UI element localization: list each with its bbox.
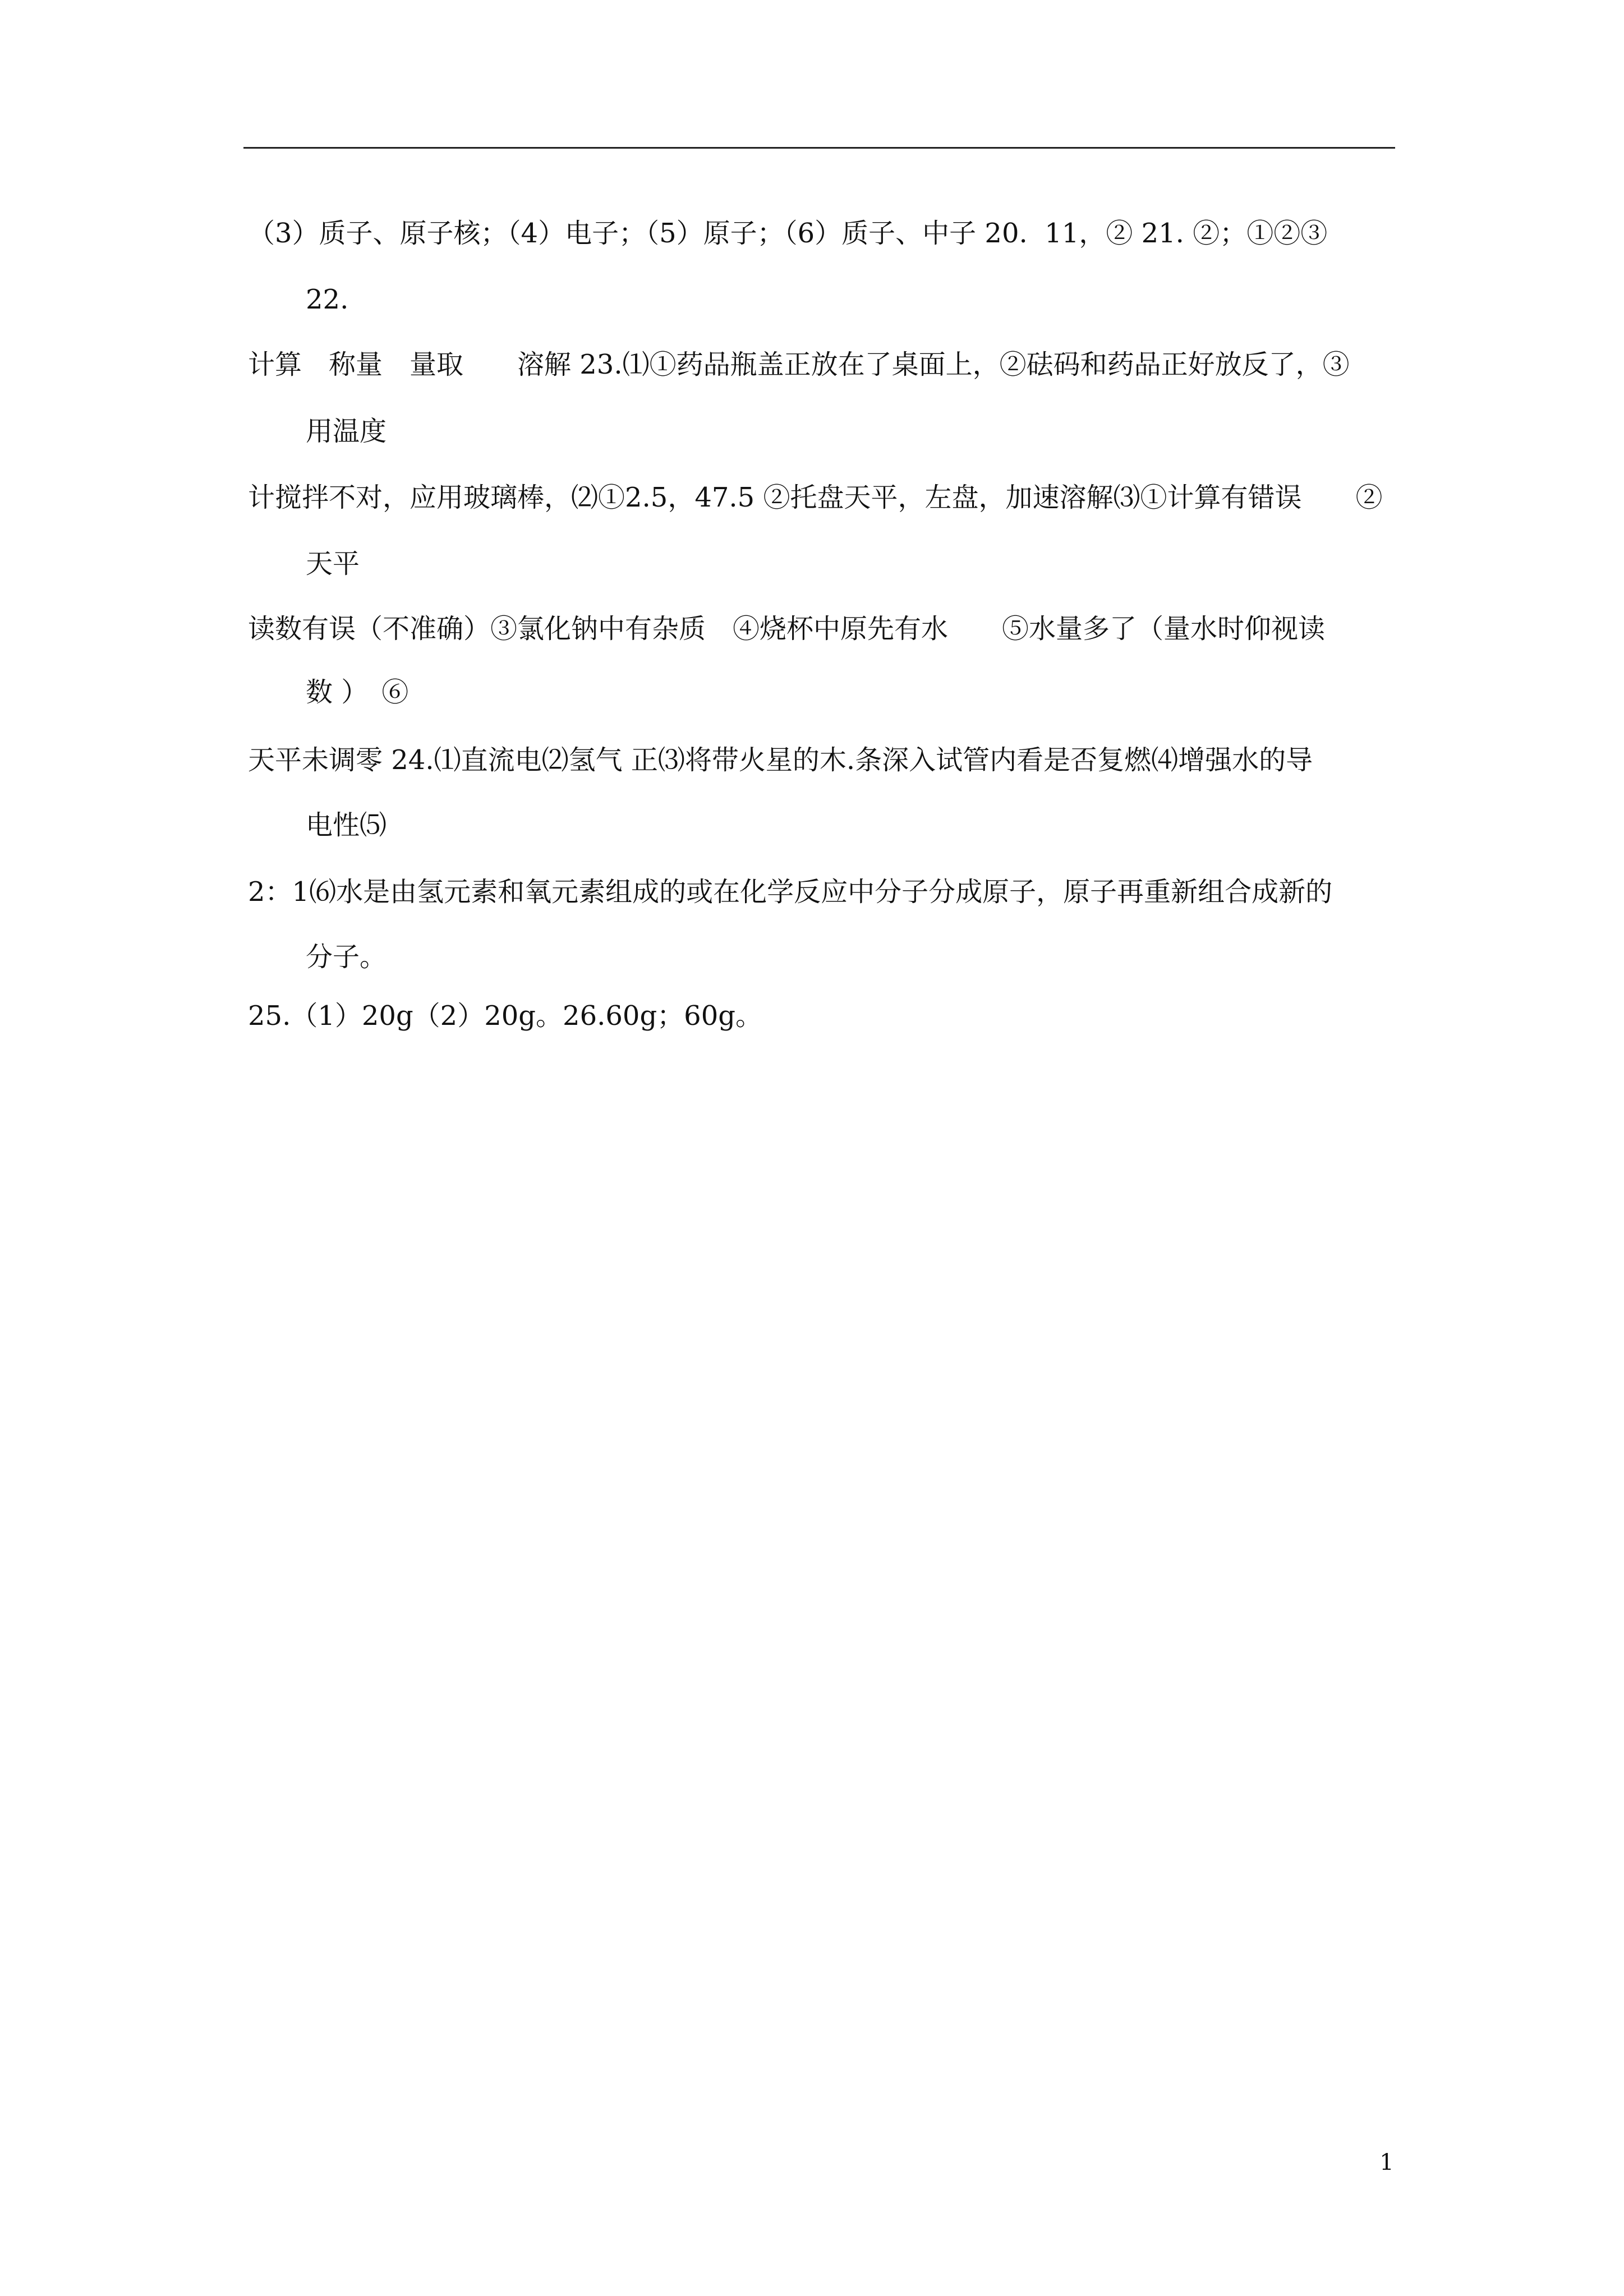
answer-line-continuation: 22. (306, 284, 349, 315)
answer-line: 2：1⑹水是由氢元素和氧元素组成的或在化学反应中分子分成原子，原子再重新组合成新的 (248, 876, 1333, 908)
answer-line-continuation: 用温度 (306, 416, 387, 447)
answer-line-continuation: 天平 (306, 548, 360, 579)
answer-line: 天平未调零 24.⑴直流电⑵氢气 正⑶将带火星的木.条深入试管内看是否复燃⑷增强水的导 (248, 744, 1313, 776)
header-rule (243, 147, 1395, 149)
answer-line: 25.（1）20g（2）20g。26.60g；60g。 (248, 1000, 762, 1032)
answer-line: 计搅拌不对，应用玻璃棒，⑵①2.5，47.5 ②托盘天平，左盘，加速溶解⑶①计算有错误 ② (248, 482, 1383, 513)
page-number: 1 (1379, 2150, 1394, 2175)
answer-line: 读数有误（不准确）③氯化钠中有杂质 ④烧杯中原先有水 ⑤水量多了（量水时仰视读 (248, 613, 1326, 645)
answer-line: （3）质子、原子核；（4）电子；（5）原子；（6）质子、中子 20. 11，② 21. ②；①②③ (248, 218, 1328, 249)
answer-line-continuation: 分子。 (306, 941, 387, 973)
answer-line-continuation: 电性⑸ (306, 809, 387, 841)
answer-line-continuation: 数 ） ⑥ (306, 677, 409, 708)
answer-line: 计算 称量 量取 溶解 23.⑴①药品瓶盖正放在了桌面上，②砝码和药品正好放反了，③ (248, 349, 1350, 380)
